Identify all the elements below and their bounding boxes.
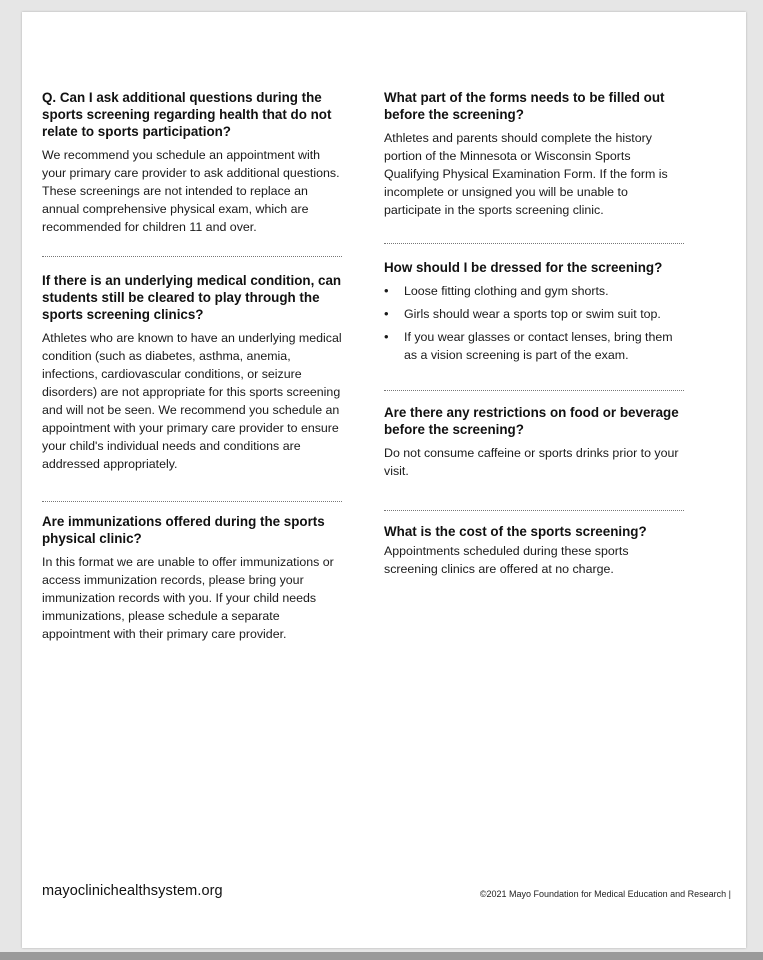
faq-underlying-condition [42,272,342,473]
section-divider [42,256,342,257]
faq-additional-questions [42,89,342,236]
section-divider [384,243,684,244]
faq-answer: In this format we are unable to offer immunizations or access immunization records, please bring your immunization records with you. If your child needs immunizations, please schedule a separate appointment with their primary care provider. [42,555,334,641]
faq-answer: Athletes and parents should complete the history portion of the Minnesota or Wisconsin Sports Qualifying Physical Examination Form. If the form is incomplete or unsigned you will be unable to participate in the sports screening clinic. [384,131,668,217]
faq-forms [384,89,684,219]
section-divider [42,501,342,502]
faq-answer: Do not consume caffeine or sports drinks prior to your visit. [384,446,679,478]
faq-question: How should I be dressed for the screening? [384,260,663,275]
faq-question: What is the cost of the sports screening? [384,524,647,539]
faq-food-restrictions [384,404,684,480]
faq-cost [384,523,684,578]
list-item: • If you wear glasses or contact lenses, bring them as a vision screening is part of the exam. [384,328,684,364]
left-column [42,76,342,643]
faq-question: If there is an underlying medical condition, can students still be cleared to play through the sports screening clinics? [42,273,342,322]
faq-question: Are immunizations offered during the sports physical clinic? [42,514,325,546]
faq-answer: Appointments scheduled during these sports screening clinics are offered at no charge. [384,544,629,576]
faq-answer: We recommend you schedule an appointment with your primary care provider to ask additional questions. These screenings are not intended to replace an annual comprehensive physical exam, which are recommended for children 11 and over. [42,148,340,234]
faq-dress [384,259,684,364]
dress-bullet-list [384,282,684,364]
list-item: • Girls should wear a sports top or swim suit top. [384,305,684,323]
faq-question: What part of the forms needs to be filled out before the screening? [384,90,665,122]
section-divider [384,510,684,511]
faq-answer: Athletes who are known to have an underlying medical condition (such as diabetes, asthma, anemia, infections, cardiovascular conditions, or seizure disorders) are not appropriate for this sports screening and will not be seen. We recommend you schedule an appointment with your primary care provider to ensure your child's individual needs and conditions are addressed appropriately. [42,331,342,471]
footer-copyright: ©2021 Mayo Foundation for Medical Education and Research | [479,889,731,899]
faq-immunizations [42,513,342,643]
footer-website: mayoclinichealthsystem.org [42,883,223,899]
window-bottom-edge [0,952,763,960]
right-column [384,76,684,578]
faq-question: Are there any restrictions on food or beverage before the screening? [384,405,679,437]
faq-question: Q. Can I ask additional questions during the sports screening regarding health that do not relate to sports participation? [42,90,332,139]
section-divider [384,390,684,391]
list-item: • Loose fitting clothing and gym shorts. [384,282,684,300]
